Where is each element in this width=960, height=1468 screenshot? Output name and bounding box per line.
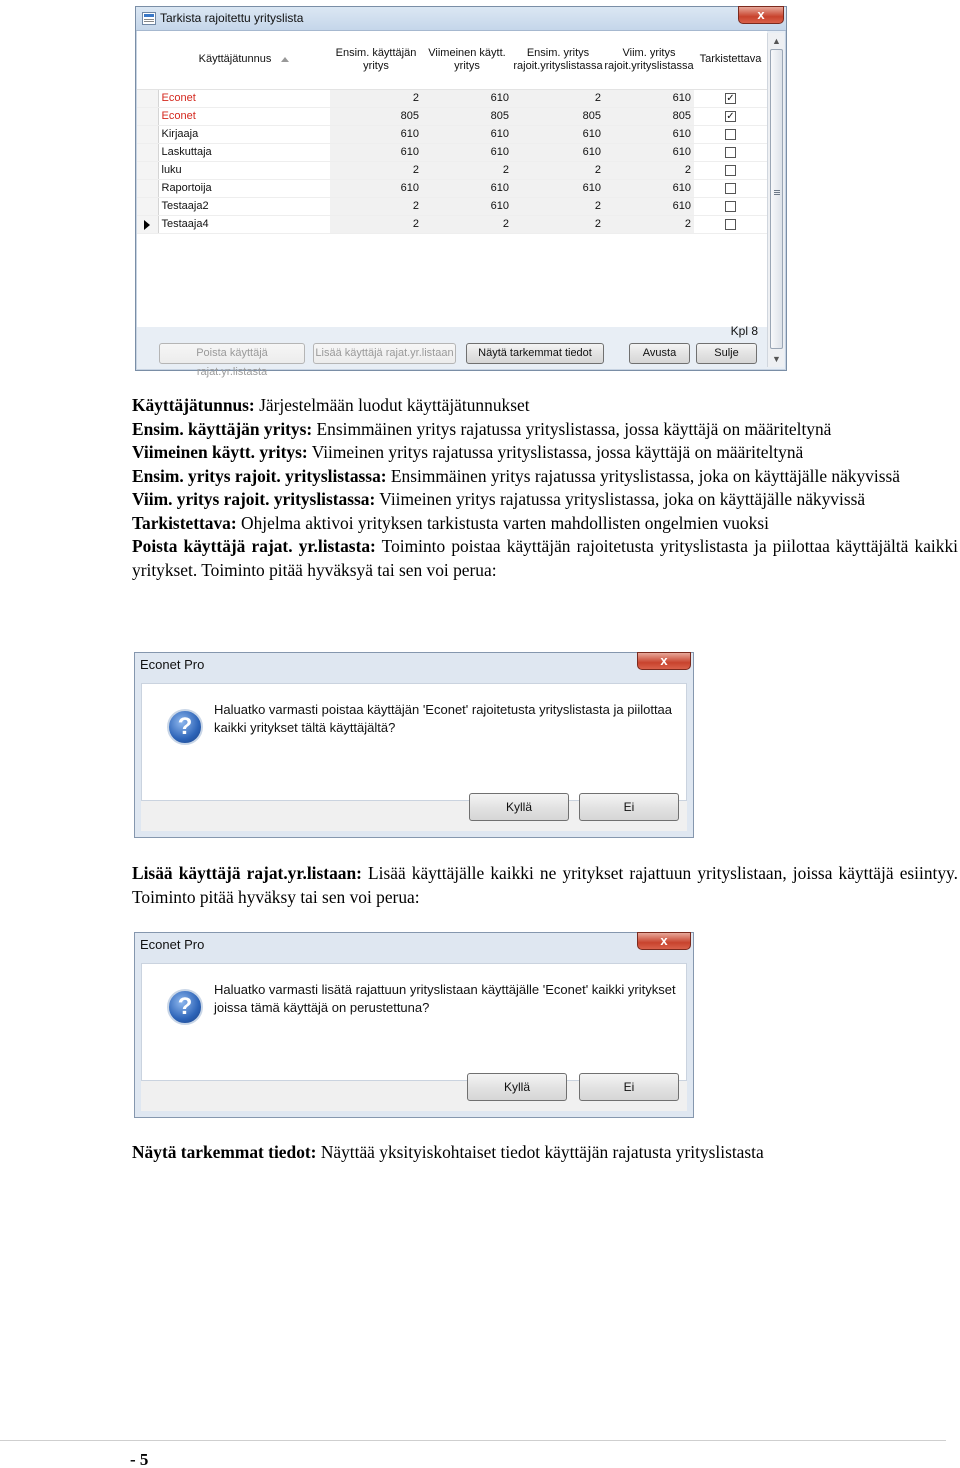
row-selector[interactable] xyxy=(137,125,158,143)
yes-button[interactable]: Kyllä xyxy=(469,793,569,821)
company-cell[interactable]: 2 xyxy=(330,215,422,233)
footer-divider xyxy=(0,1440,946,1441)
company-cell[interactable]: 610 xyxy=(422,197,512,215)
close-button[interactable]: Sulje xyxy=(696,343,757,364)
username-cell[interactable]: Laskuttaja xyxy=(158,143,330,161)
description-item xyxy=(132,512,958,536)
description-text: Viimeinen yritys rajatussa yrityslistassa, jossa käyttäjä on määriteltynä xyxy=(307,442,804,462)
column-header-username[interactable]: Käyttäjätunnus xyxy=(158,31,330,89)
dialog-close-button[interactable]: x xyxy=(637,932,691,950)
remove-from-restricted-list-button[interactable]: Poista käyttäjä rajat.yr.listasta xyxy=(159,343,305,364)
yes-button[interactable]: Kyllä xyxy=(467,1073,567,1101)
username-cell[interactable]: Kirjaaja xyxy=(158,125,330,143)
company-cell[interactable]: 610 xyxy=(422,179,512,197)
table-header-row xyxy=(137,31,767,89)
company-cell[interactable]: 2 xyxy=(330,161,422,179)
table-row[interactable] xyxy=(137,161,767,179)
table-row[interactable] xyxy=(137,143,767,161)
username-cell[interactable]: Testaaja4 xyxy=(158,215,330,233)
scroll-up-icon[interactable]: ▲ xyxy=(772,36,781,46)
company-cell[interactable]: 805 xyxy=(604,107,694,125)
description-item xyxy=(132,465,958,489)
company-cell[interactable]: 610 xyxy=(422,143,512,161)
company-cell[interactable]: 2 xyxy=(422,161,512,179)
vertical-scrollbar[interactable] xyxy=(767,33,784,367)
company-cell[interactable]: 2 xyxy=(604,215,694,233)
add-to-restricted-list-button[interactable]: Lisää käyttäjä rajat.yr.listaan xyxy=(313,343,456,364)
question-icon: ? xyxy=(167,709,203,745)
help-button[interactable]: Avusta xyxy=(629,343,690,364)
description-item xyxy=(132,418,958,442)
selector-header xyxy=(137,31,158,89)
checkable-cell[interactable] xyxy=(694,215,767,233)
description-text: Toiminto poistaa käyttäjän rajoitetusta yrityslistasta ja piilottaa käyttäjältä kaikki yritykset. Toiminto pitää hyväksyä tai sen voi perua: xyxy=(132,536,958,580)
column-header-last-used-company[interactable]: Viimeinen käytt. yritys xyxy=(422,31,512,89)
table-row[interactable] xyxy=(137,179,767,197)
description-item xyxy=(132,394,958,418)
dialog-title: Econet Pro xyxy=(140,937,205,952)
description-item xyxy=(132,535,958,582)
sort-ascending-icon xyxy=(281,57,289,62)
window-titlebar xyxy=(136,7,786,31)
column-header-last-restricted-company[interactable]: Viim. yritys rajoit.yrityslistassa xyxy=(604,31,694,89)
description-term: Viimeinen käytt. yritys: xyxy=(132,442,308,462)
row-selector[interactable] xyxy=(137,107,158,125)
table-row[interactable] xyxy=(137,89,767,107)
company-cell[interactable]: 610 xyxy=(604,197,694,215)
username-cell[interactable]: Econet xyxy=(158,89,330,107)
username-cell[interactable]: luku xyxy=(158,161,330,179)
description-text: Ohjelma aktivoi yrityksen tarkistusta varten mahdollisten ongelmien vuoksi xyxy=(236,512,769,533)
table-row[interactable] xyxy=(137,125,767,143)
company-cell[interactable]: 805 xyxy=(512,107,604,125)
checkable-checkbox[interactable] xyxy=(725,129,736,140)
page-number: - 5 xyxy=(130,1450,149,1468)
company-cell[interactable]: 2 xyxy=(422,215,512,233)
company-cell[interactable]: 610 xyxy=(604,125,694,143)
checkable-cell[interactable] xyxy=(694,161,767,179)
company-cell[interactable]: 610 xyxy=(604,89,694,107)
app-window xyxy=(135,6,787,378)
company-cell[interactable]: 610 xyxy=(330,179,422,197)
column-header-checkable[interactable]: Tarkistettava xyxy=(694,31,767,89)
grip-icon xyxy=(774,190,780,191)
company-cell[interactable]: 805 xyxy=(330,107,422,125)
company-cell[interactable]: 610 xyxy=(512,125,604,143)
dialog-title: Econet Pro xyxy=(140,657,205,672)
column-header-first-restricted-company[interactable]: Ensim. yritys rajoit.yrityslistassa xyxy=(512,31,604,89)
no-button[interactable]: Ei xyxy=(579,793,679,821)
username-cell[interactable]: Econet xyxy=(158,107,330,125)
column-header-first-user-company[interactable]: Ensim. käyttäjän yritys xyxy=(330,31,422,89)
description-term: Poista käyttäjä rajat. yr.listasta: xyxy=(132,536,376,556)
app-icon xyxy=(142,12,156,25)
window-close-button[interactable]: x xyxy=(738,6,784,24)
description-term: Tarkistettava: xyxy=(132,512,237,533)
show-details-button[interactable]: Näytä tarkemmat tiedot xyxy=(466,343,604,364)
company-cell[interactable]: 2 xyxy=(512,215,604,233)
description-text: Ensimmäinen yritys rajatussa yrityslistassa, jossa käyttäjä on määriteltynä xyxy=(312,418,832,439)
field-descriptions xyxy=(132,394,958,582)
company-cell[interactable]: 610 xyxy=(330,143,422,161)
no-button[interactable]: Ei xyxy=(579,1073,679,1101)
company-cell[interactable]: 2 xyxy=(330,89,422,107)
table-row[interactable] xyxy=(137,197,767,215)
description-term: Käyttäjätunnus: xyxy=(132,395,255,415)
description-text: Ensimmäinen yritys rajatussa yrityslistassa, joka on käyttäjälle näkyvissä xyxy=(386,465,900,486)
checkable-checkbox[interactable] xyxy=(725,201,736,212)
username-cell[interactable]: Testaaja2 xyxy=(158,197,330,215)
row-selector[interactable] xyxy=(137,179,158,197)
table-row[interactable] xyxy=(137,215,767,233)
company-cell[interactable]: 2 xyxy=(604,161,694,179)
details-description: Näytä tarkemmat tiedot: Näyttää yksityiskohtaiset tiedot käyttäjän rajatusta yrityslistasta xyxy=(132,1142,764,1162)
checkable-checkbox[interactable] xyxy=(725,219,736,230)
checkable-checkbox[interactable] xyxy=(725,147,736,158)
user-table xyxy=(137,31,767,234)
company-cell[interactable]: 2 xyxy=(512,161,604,179)
company-cell[interactable]: 610 xyxy=(512,143,604,161)
row-pointer-icon xyxy=(144,220,150,230)
row-selector[interactable] xyxy=(137,215,158,233)
row-count-label: Kpl 8 xyxy=(730,324,758,338)
company-cell[interactable]: 610 xyxy=(604,179,694,197)
checkable-checkbox[interactable] xyxy=(725,183,736,194)
username-cell[interactable]: Raportoija xyxy=(158,179,330,197)
add-confirm-dialog xyxy=(134,932,694,1118)
checkable-checkbox[interactable]: ✓ xyxy=(726,110,735,122)
description-term: Ensim. yritys rajoit. yrityslistassa: xyxy=(132,465,387,486)
row-selector[interactable] xyxy=(137,143,158,161)
description-item xyxy=(132,488,958,512)
dialog-message: Haluatko varmasti poistaa käyttäjän 'Econet' rajoitetusta yrityslistasta ja piilottaa kaikki yritykset tältä käyttäjältä? xyxy=(214,702,673,735)
description-term: Ensim. käyttäjän yritys: xyxy=(132,418,313,439)
add-description: Lisää käyttäjä rajat.yr.listaan: Lisää käyttäjälle kaikki ne yritykset rajattuun yrityslistaan, joissa käyttäjä esiintyy. Toiminto pitää hyväksy tai sen voi perua: xyxy=(132,863,958,907)
row-selector[interactable] xyxy=(137,89,158,107)
checkable-cell[interactable] xyxy=(694,197,767,215)
description-text: Järjestelmään luodut käyttäjätunnukset xyxy=(254,395,530,415)
user-grid xyxy=(137,31,767,327)
remove-confirm-dialog xyxy=(134,652,694,838)
question-icon: ? xyxy=(167,989,203,1025)
window-title: Tarkista rajoitettu yrityslista xyxy=(160,11,304,25)
checkable-cell[interactable] xyxy=(694,89,767,107)
company-cell[interactable]: 805 xyxy=(422,107,512,125)
company-cell[interactable]: 610 xyxy=(604,143,694,161)
company-cell[interactable]: 2 xyxy=(330,197,422,215)
checkable-cell[interactable] xyxy=(694,179,767,197)
row-selector[interactable] xyxy=(137,161,158,179)
company-cell[interactable]: 610 xyxy=(330,125,422,143)
checkable-cell[interactable] xyxy=(694,107,767,125)
dialog-message: Haluatko varmasti lisätä rajattuun yrityslistaan käyttäjälle 'Econet' kaikki yritykset joissa tämä käyttäjä on perustettuna? xyxy=(214,982,676,1015)
company-cell[interactable]: 610 xyxy=(512,179,604,197)
table-row[interactable] xyxy=(137,107,767,125)
scroll-down-icon[interactable]: ▼ xyxy=(772,354,781,364)
checkable-checkbox[interactable] xyxy=(725,165,736,176)
description-item xyxy=(132,441,958,465)
row-selector[interactable] xyxy=(137,197,158,215)
scrollbar-thumb[interactable] xyxy=(770,49,783,349)
checkable-checkbox[interactable]: ✓ xyxy=(726,92,735,104)
checkable-cell[interactable] xyxy=(694,125,767,143)
company-cell[interactable]: 610 xyxy=(422,125,512,143)
company-cell[interactable]: 2 xyxy=(512,197,604,215)
description-term: Viim. yritys rajoit. yrityslistassa: xyxy=(132,489,376,509)
company-cell[interactable]: 2 xyxy=(512,89,604,107)
description-text: Viimeinen yritys rajatussa yrityslistassa, joka on käyttäjälle näkyvissä xyxy=(375,489,866,509)
checkable-cell[interactable] xyxy=(694,143,767,161)
company-cell[interactable]: 610 xyxy=(422,89,512,107)
dialog-close-button[interactable]: x xyxy=(637,652,691,670)
